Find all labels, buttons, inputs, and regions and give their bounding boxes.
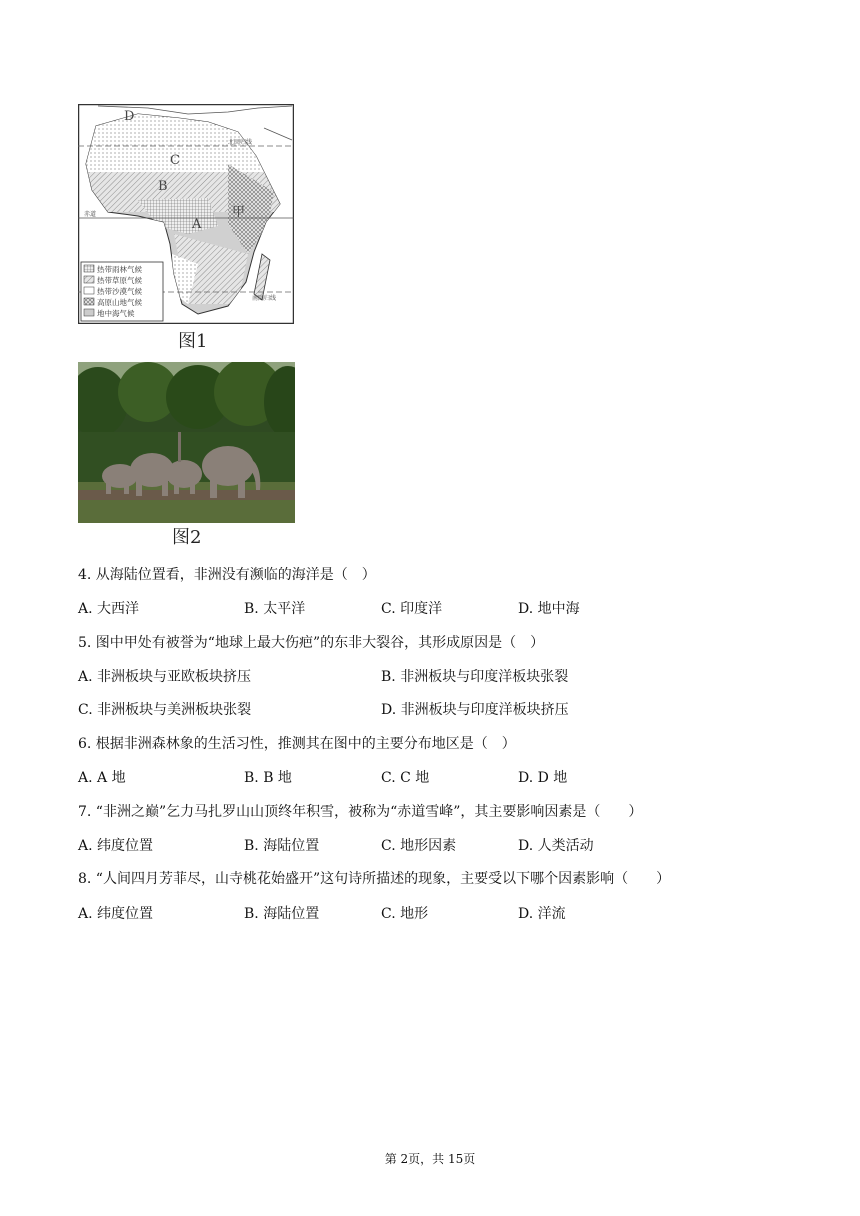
- question-7-stem: 7. “非洲之巅”乞力马扎罗山山顶终年积雪，被称为“赤道雪峰”，其主要影响因素是（ ）: [78, 804, 643, 820]
- q7-option-c: C. 地形因素: [381, 838, 457, 854]
- legend-mediterranean: 地中海气候: [97, 309, 135, 318]
- q7-option-a: A. 纬度位置: [78, 838, 154, 854]
- question-5-stem: 5. 图中甲处有被誉为“地球上最大伤疤”的东非大裂谷，其形成原因是（ ）: [78, 635, 545, 651]
- legend-rainforest: 热带雨林气候: [97, 265, 142, 274]
- q8-option-d: D. 洋流: [518, 906, 566, 922]
- page-footer: 第 2页，共 15页: [384, 1152, 476, 1166]
- figure2-caption: 图2: [172, 527, 202, 548]
- label-equator: 赤道: [84, 211, 97, 218]
- q5-option-a: A. 非洲板块与亚欧板块挤压: [78, 669, 252, 685]
- q7-option-d: D. 人类活动: [518, 838, 594, 854]
- q4-option-b: B. 太平洋: [244, 601, 306, 617]
- label-tropic-north: 北回归线: [228, 139, 253, 146]
- q6-option-d: D. D 地: [518, 770, 568, 786]
- legend-desert: 热带沙漠气候: [97, 287, 142, 296]
- q5-option-d: D. 非洲板块与印度洋板块挤压: [381, 702, 569, 718]
- q8-option-b: B. 海陆位置: [244, 906, 320, 922]
- q4-option-a: A. 大西洋: [78, 601, 140, 617]
- legend-highland: 高原山地气候: [97, 298, 142, 307]
- legend-savanna: 热带草原气候: [97, 276, 142, 285]
- label-B: B: [158, 179, 168, 194]
- map-legend: [81, 262, 163, 321]
- label-jia: 甲: [232, 205, 246, 220]
- label-C: C: [170, 153, 180, 168]
- question-8-stem: 8. “人间四月芳菲尽，山寺桃花始盛开”这句诗所描述的现象，主要受以下哪个因素影响（ ）: [78, 871, 671, 887]
- q6-option-a: A. A 地: [78, 770, 126, 786]
- q5-option-c: C. 非洲板块与美洲板块张裂: [78, 702, 252, 718]
- forest-elephants-photo: [78, 362, 295, 523]
- label-D: D: [124, 109, 135, 124]
- africa-climate-map: [78, 104, 294, 324]
- q8-option-a: A. 纬度位置: [78, 906, 154, 922]
- q7-option-b: B. 海陆位置: [244, 838, 320, 854]
- q5-option-b: B. 非洲板块与印度洋板块张裂: [381, 669, 569, 685]
- label-A: A: [192, 217, 202, 232]
- q6-option-b: B. B 地: [244, 770, 292, 786]
- figure1-caption: 图1: [178, 331, 208, 352]
- q4-option-d: D. 地中海: [518, 601, 580, 617]
- question-4-stem: 4. 从海陆位置看，非洲没有濒临的海洋是（ ）: [78, 567, 376, 583]
- label-tropic-south: 南回归线: [252, 295, 277, 302]
- q4-option-c: C. 印度洋: [381, 601, 443, 617]
- question-6-stem: 6. 根据非洲森林象的生活习性，推测其在图中的主要分布地区是（ ）: [78, 736, 516, 752]
- q6-option-c: C. C 地: [381, 770, 430, 786]
- q8-option-c: C. 地形: [381, 906, 429, 922]
